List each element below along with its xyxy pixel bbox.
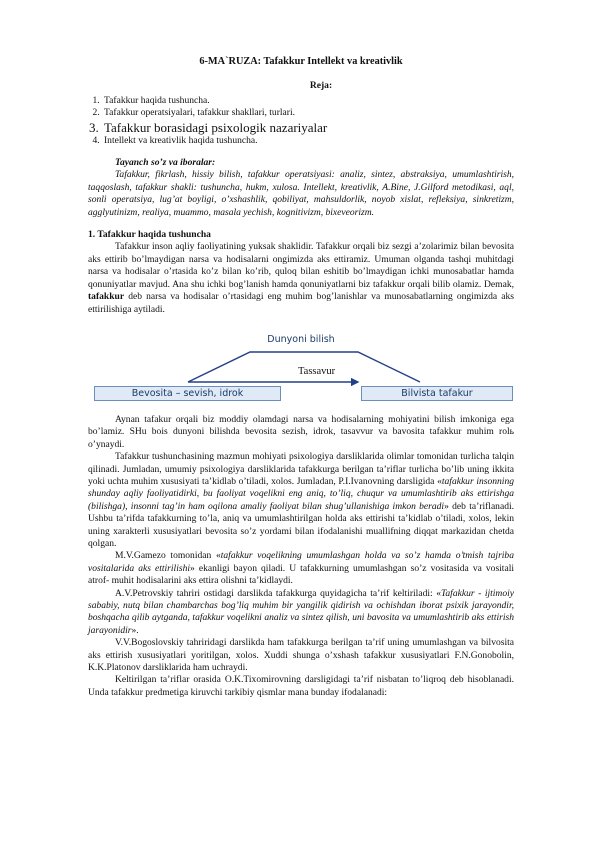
document-page xyxy=(88,56,514,699)
text-run: ». xyxy=(131,624,139,636)
text-run: » ekanligi bayon qiladi. U tafakkurning umumlashgan so’z vositasida va vositali atrof- muhit hodisalarini aks ettira olishni ta’kidlaydi. xyxy=(88,562,515,587)
text-run: deb narsa va hodisalar o’rtasidagi eng muhim bog’lanishlar va munosabatlarning ongimizda aks ettirilishiga aytiladi. xyxy=(88,291,514,315)
diagram-top-label: Dunyoni bilish xyxy=(267,333,335,345)
paragraph-definition xyxy=(88,241,514,315)
plan-heading: Reja: xyxy=(309,80,333,92)
text-run: Tafakkur tushunchasining mazmun mohiyati psixologiya darsliklarida olimlar tomonidan turlicha talqin qilinadi. Jumladan, umumiy psixologiya darsliklarida tafakkurga berilgan ta’riflar turlicha bo’lib uning ikkita yoki uchta muhim xususiyati ta’kidlab o’tiladi, xolos. Jumladan, P.I.Ivanovning darsligida « xyxy=(88,451,514,487)
bold-term: tafakkur xyxy=(88,291,125,303)
plan-item: 1. Tafakkur haqida tushuncha. xyxy=(102,95,514,107)
plan-list xyxy=(88,95,514,147)
plan-item: 2. Tafakkur operatsiyalari, tafakkur shakllari, turlari. xyxy=(102,107,514,119)
keywords-text: Tafakkur, fikrlash, hissiy bilish, tafakkur operatsiyasi: analiz, sintez, abstraksiya, umumlashtirish, taqqoslash, tafakkur shakli: tushuncha, hukm, xulosa. Intellekt, kreativlik, A.Bine, J.Gilford metodikasi, aql, sonli operatsiya, lug’at boyligi, o’xshashlik, qobiliyat, mahsuldorlik, noyob xislat, refleksiya, sinkretizm, agglyutinizm, realiya, muammo, masala yechish, kognitivizm, bixeveorizm. xyxy=(88,169,514,218)
plan-item: 4. Intellekt va kreativlik haqida tushuncha. xyxy=(102,135,514,147)
italic-quote: tafakkur insonning shunday aqliy faoliyatidirki, bu faoliyat voqelikni eng aniq, to’liq, chuqur va umumlashtirib aks ettirishga (bilishga), insonni tag’in ham oqilona amaliy faoliyat bilan shug’ullanishiga imkon beradi xyxy=(88,475,514,512)
lecture-title: 6-MA`RUZA: Tafakkur Intellekt va kreativlik xyxy=(199,56,403,67)
paragraph: Aynan tafakur orqali biz moddiy olamdagi narsa va hodisalarning mohiyatini bilish imkoniga ega bo’lamiz. SHu bois dunyoni bilishda bevosita sezish, idrok, tasavvur va bavosita tafakkur muhim rolь o’ynaydi. xyxy=(88,413,514,450)
diagram-middle-label: Tassavur xyxy=(298,365,336,377)
section-heading: 1. Tafakkur haqida tushuncha xyxy=(88,229,211,241)
paragraph: Keltirilgan ta’riflar orasida O.K.Tixomirovning darsligidagi ta’rif nisbatan to’liqroq deb hisoblanadi. Unda tafakkur predmetiga kiruvchi tarkibiy qismlar mana bunday ifodalanadi: xyxy=(88,674,514,698)
text-run: » deb ta’riflanadi. Ushbu ta’rifda tafakkurning to’la, aniq va umumlashtirilgan holda aks ettirishi ta’kidlab o’tiladi, xolos, lekin uning xarakterli xususiyatlari bevosita so’z yordami bilan ifodalanishi muallifning diqqat markazidan chetda qolgan. xyxy=(88,500,515,549)
text-run: M.V.Gamezo tomonidan « xyxy=(115,550,221,562)
italic-quote: tafakkur voqelikning umumlashgan holda va so’z hamda o’tmish tajriba vositalarida aks ettirilishi xyxy=(88,550,514,574)
paragraph xyxy=(88,550,514,587)
plan-item: 3. Tafakkur borasidagi psixologik nazariyalar xyxy=(102,120,514,135)
text-run: A.V.Petrovskiy tahriri ostidagi darslikda tafakkurga quyidagicha ta’rif keltiriladi: « xyxy=(115,587,441,599)
keywords-heading: Tayanch so’z va iboralar: xyxy=(115,157,216,169)
paragraph xyxy=(88,588,514,638)
paragraph: V.V.Bogoslovskiy tahriridagi darslikda ham tafakkurga berilgan ta’rif uning umumlashgan va bilvosita aks ettirish xususiyatlari yoritilgan, xolos. Xuddi shunga o’xshash tafakkur xususiyatlari F.N.Gonobolin, K.K.Platonov darsliklarida ham uchraydi. xyxy=(88,637,514,674)
paragraph xyxy=(88,451,514,550)
italic-quote: Tafakkur - ijtimoiy sababiy, nutq bilan chambarchas bog’liq muhim bir yangilik qidirish va ochishdan iborat psixik jarayondir, boshqacha qilib aytganda, tafakkur voqelikni analiz va sintez qilish, uni bavosita va umumlashtirib aks ettirish jarayonidir xyxy=(88,587,514,636)
diagram-left-box: Bevosita – sevish, idrok xyxy=(94,386,281,401)
knowledge-diagram xyxy=(88,326,514,408)
text-run: Tafakkur inson aqliy faoliyatining yuksak shaklidir. Tafakkur orqali biz sezgi a’zolarimiz bilan bevosita aks ettirib bo’lmaydigan narsa va hodisalarni ongimizda aks ettiramiz. Umuman olganda tashqi muhitdagi narsa va hodisalar o’rtasida ko’z bilan ko’rib, quloq bilan eshitib bo’lmaydigan ichki munosabatlar hamda qonuniyatlar mavjud. Ana shu ichki bog’lanish hamda qonuniyatlarni biz tafakkur orqali bilib olamiz. Demak, xyxy=(88,241,514,290)
diagram-right-box: Bilvista tafakur xyxy=(361,386,513,401)
